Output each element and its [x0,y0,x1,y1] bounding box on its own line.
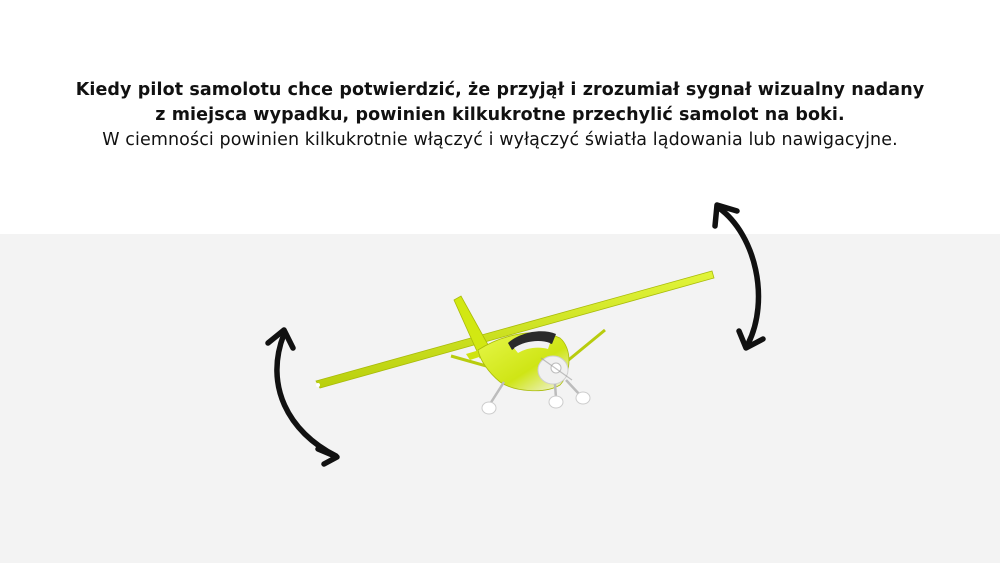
left-bank-arrow-icon [268,330,337,464]
airplane-icon [316,271,714,414]
left-arrow-curve [277,334,336,456]
caption-line-2: z miejsca wypadku, powinien kilkukrotne przechylić samolot na boki. [155,105,845,125]
left-gear-leg [490,382,504,404]
right-gear-leg [566,380,580,395]
right-arrow-curve [719,208,758,344]
right-wheel [576,392,590,404]
nose-wheel [549,396,563,408]
left-wheel [482,402,496,414]
left-wingtip-light [316,383,320,387]
right-bank-arrow-icon [715,205,763,348]
caption-line-1: Kiedy pilot samolotu chce potwierdzić, że przyjął i zrozumiał sygnał wizualny nadany [75,80,925,100]
caption-line-3: W ciemności powinien kilkukrotnie włączyć i wyłączyć światła lądowania lub nawigacyjne. [102,130,898,150]
left-arrow-head-bottom [318,449,337,464]
